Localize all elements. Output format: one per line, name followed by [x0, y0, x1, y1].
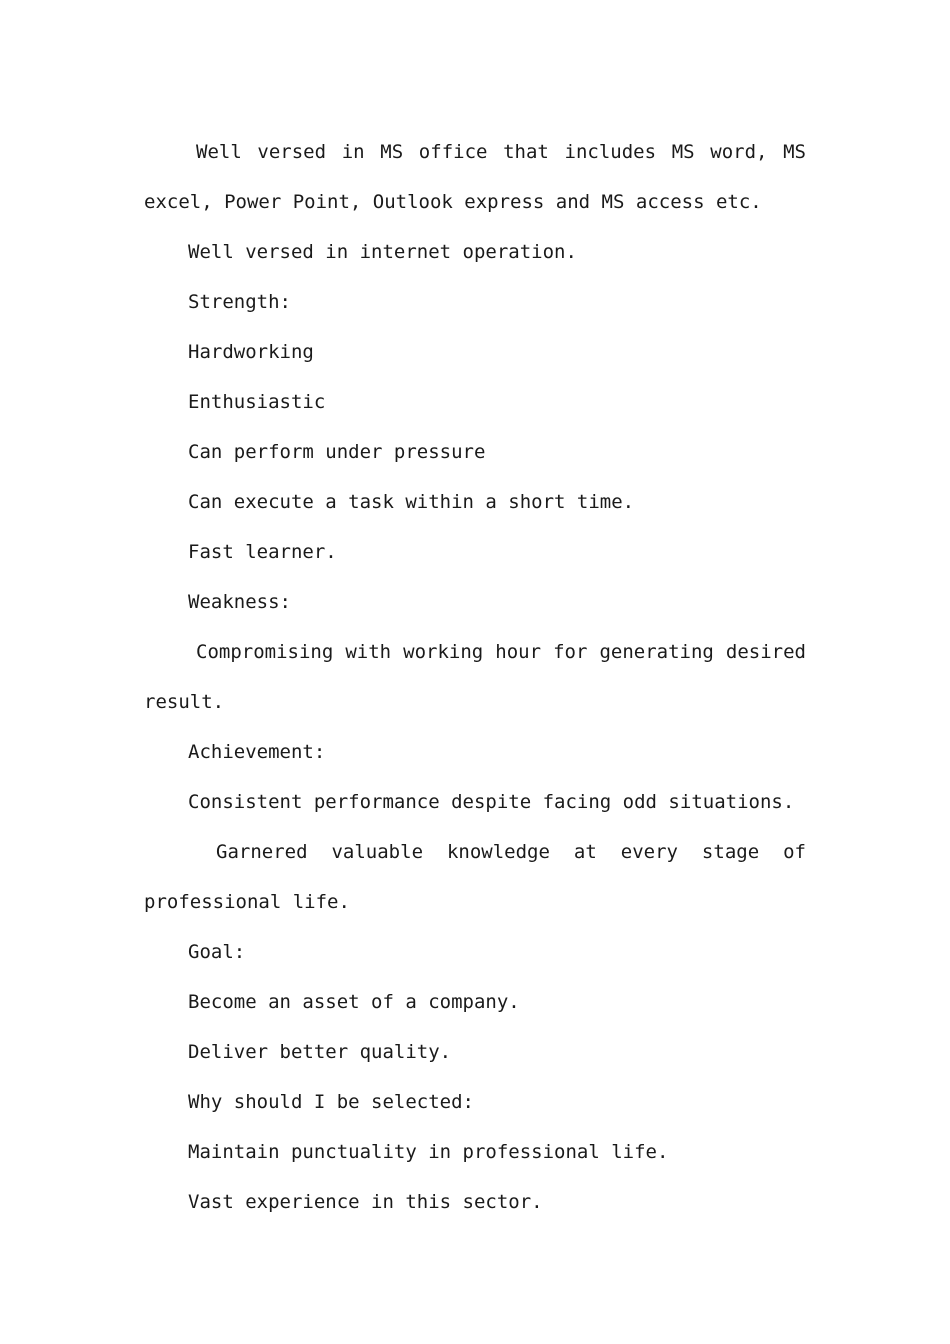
list-item-quality: Deliver better quality. [188, 1041, 452, 1063]
heading-weakness: Weakness: [188, 591, 291, 613]
list-item-punctuality: Maintain punctuality in professional life. [188, 1141, 669, 1163]
list-item-fast-learner: Fast learner. [188, 541, 337, 563]
heading-why-selected: Why should I be selected: [188, 1091, 474, 1113]
list-item-short-time: Can execute a task within a short time. [188, 491, 635, 513]
list-item-enthusiastic: Enthusiastic [188, 391, 326, 413]
list-item-asset: Become an asset of a company. [188, 991, 520, 1013]
heading-goal: Goal: [188, 941, 246, 963]
paragraph-internet-skills: Well versed in internet operation. [188, 241, 577, 263]
paragraph-ms-office-skills: Well versed in MS office that includes MS word, MS excel, Power Point, Outlook express and MS access etc. [144, 141, 806, 213]
heading-achievement: Achievement: [188, 741, 326, 763]
list-item-hardworking: Hardworking [188, 341, 314, 363]
list-item-consistent: Consistent performance despite facing odd situations. [188, 791, 795, 813]
document-body [144, 127, 806, 1227]
list-item-pressure: Can perform under pressure [188, 441, 486, 463]
paragraph-garnered: Garnered valuable knowledge at every stage of professional life. [144, 841, 806, 913]
list-item-experience: Vast experience in this sector. [188, 1191, 543, 1213]
paragraph-weakness: Compromising with working hour for generating desired result. [144, 641, 806, 713]
heading-strength: Strength: [188, 291, 291, 313]
